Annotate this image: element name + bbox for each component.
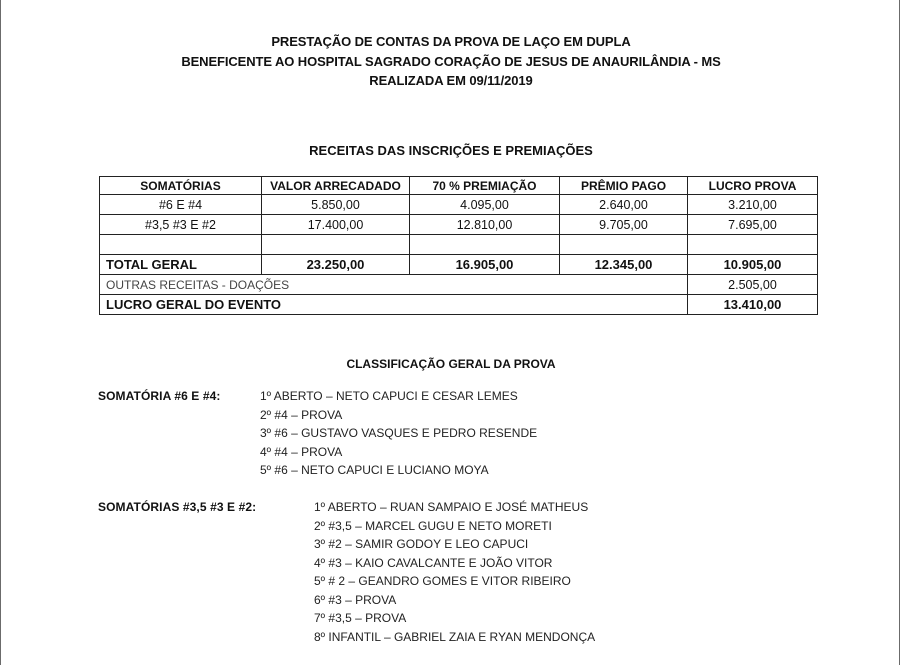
header-subtitle-line: BENEFICENTE AO HOSPITAL SAGRADO CORAÇÃO DE JESUS DE ANAURILÂNDIA - MS [181, 53, 721, 69]
group2-label: SOMATÓRIAS #3,5 #3 E #2: [98, 500, 257, 514]
lucro-geral-label: LUCRO GERAL DO EVENTO [100, 295, 688, 315]
classificacao-title: CLASSIFICAÇÃO GERAL DA PROVA [346, 357, 556, 371]
table-cell: 4.095,00 [410, 195, 560, 215]
table-cell [262, 235, 410, 255]
list-item: 3º #2 – SAMIR GODOY E LEO CAPUCI [314, 537, 529, 551]
receitas-table [99, 176, 818, 315]
outras-receitas-value: 2.505,00 [688, 275, 818, 295]
table-row [100, 215, 818, 235]
lucro-geral-value: 13.410,00 [688, 295, 818, 315]
header-date-line: REALIZADA EM 09/11/2019 [369, 73, 533, 88]
list-item: 1º ABERTO – NETO CAPUCI E CESAR LEMES [260, 389, 518, 403]
column-header: LUCRO PROVA [688, 177, 818, 195]
total-cell: 10.905,00 [688, 255, 818, 275]
table-cell: 3.210,00 [688, 195, 818, 215]
table-cell: 12.810,00 [410, 215, 560, 235]
table-cell [688, 235, 818, 255]
list-item: 4º #3 – KAIO CAVALCANTE E JOÃO VITOR [314, 555, 553, 570]
list-item: 1º ABERTO – RUAN SAMPAIO E JOSÉ MATHEUS [314, 500, 589, 514]
group1-label: SOMATÓRIA #6 E #4: [98, 389, 221, 403]
total-cell: 23.250,00 [262, 255, 410, 275]
list-item: 4º #4 – PROVA [260, 444, 343, 459]
total-row [100, 255, 818, 275]
list-item: 5º #6 – NETO CAPUCI E LUCIANO MOYA [260, 463, 489, 477]
list-item: 7º #3,5 – PROVA [314, 611, 407, 625]
table-cell [560, 235, 688, 255]
group1-list [260, 387, 537, 480]
table-cell: #6 E #4 [100, 195, 262, 215]
list-item: 6º #3 – PROVA [314, 592, 397, 607]
receitas-title: RECEITAS DAS INSCRIÇÕES E PREMIAÇÕES [309, 143, 593, 158]
list-item: 5º # 2 – GEANDRO GOMES E VITOR RIBEIRO [314, 574, 571, 588]
column-header: SOMATÓRIAS [100, 177, 262, 195]
table-cell: 2.640,00 [560, 195, 688, 215]
document-header [1, 32, 900, 91]
table-cell: 5.850,00 [262, 195, 410, 215]
total-label: TOTAL GERAL [100, 255, 262, 275]
outras-receitas-row [100, 275, 818, 295]
table-header-row [100, 177, 818, 195]
list-item: 3º #6 – GUSTAVO VASQUES E PEDRO RESENDE [260, 426, 538, 440]
list-item: 8º INFANTIL – GABRIEL ZAIA E RYAN MENDONÇA [314, 629, 596, 644]
table-cell: #3,5 #3 E #2 [100, 215, 262, 235]
group2-list [314, 498, 595, 646]
total-cell: 16.905,00 [410, 255, 560, 275]
header-title-line: PRESTAÇÃO DE CONTAS DA PROVA DE LAÇO EM DUPLA [271, 34, 631, 49]
total-cell: 12.345,00 [560, 255, 688, 275]
list-item: 2º #4 – PROVA [260, 407, 343, 422]
table-cell [410, 235, 560, 255]
table-cell [100, 235, 262, 255]
lucro-geral-row [100, 295, 818, 315]
outras-receitas-label: OUTRAS RECEITAS - DOAÇÕES [100, 275, 688, 295]
column-header: VALOR ARRECADADO [262, 177, 410, 195]
column-header: PRÊMIO PAGO [560, 177, 688, 195]
list-item: 2º #3,5 – MARCEL GUGU E NETO MORETI [314, 518, 552, 533]
table-cell: 9.705,00 [560, 215, 688, 235]
table-row [100, 195, 818, 215]
table-cell: 7.695,00 [688, 215, 818, 235]
column-header: 70 % PREMIAÇÃO [410, 177, 560, 195]
table-empty-row [100, 235, 818, 255]
table-cell: 17.400,00 [262, 215, 410, 235]
